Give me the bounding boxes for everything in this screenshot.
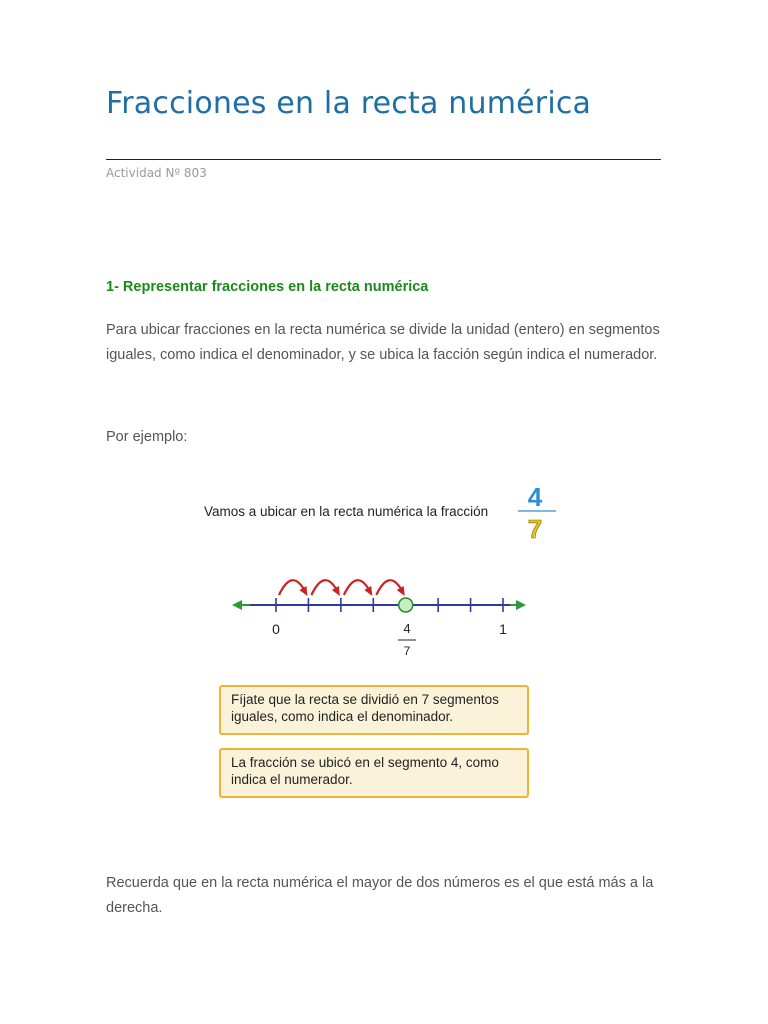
activity-number: Actividad Nº 803 (106, 166, 207, 180)
label-zero: 0 (272, 621, 280, 637)
callout-1-line-1: Fíjate que la recta se dividió en 7 segmentos (231, 692, 499, 707)
closing-paragraph (106, 871, 676, 921)
number-line (232, 580, 526, 612)
section-heading: 1- Representar fracciones en la recta numérica (106, 279, 429, 295)
page-title: Fracciones en la recta numérica (106, 86, 592, 121)
closing-line-2: derecha. (106, 900, 163, 916)
intro-line-2: iguales, como indica el denominador, y se ubica la facción según indica el numerador. (106, 347, 658, 363)
callout-2-line-2: indica el numerador. (231, 772, 353, 787)
title-divider (106, 159, 661, 160)
big-fraction-denominator: 7 (527, 514, 543, 544)
number-line-svg (190, 476, 580, 676)
hop-arc-4 (376, 580, 402, 595)
marked-fraction-numerator: 4 (403, 621, 411, 636)
label-one: 1 (499, 621, 507, 637)
figure-intro-text: Vamos a ubicar en la recta numérica la fracción (204, 504, 489, 519)
big-fraction-numerator: 4 (527, 482, 543, 512)
right-arrow-icon (516, 600, 526, 610)
intro-paragraph (106, 318, 676, 368)
closing-line-1: Recuerda que en la recta numérica el mayor de dos números es el que está más a la (106, 875, 654, 891)
hop-arc-2 (311, 580, 337, 595)
hop-arc-1 (279, 580, 305, 595)
example-label: Por ejemplo: (106, 429, 188, 445)
marked-fraction-denominator: 7 (403, 644, 411, 658)
callout-numerator (219, 748, 529, 798)
marked-point (399, 598, 413, 612)
callout-1-line-2: iguales, como indica el denominador. (231, 709, 454, 724)
callout-2-line-1: La fracción se ubicó en el segmento 4, como (231, 755, 499, 770)
hop-arc-3 (344, 580, 370, 595)
number-line-figure (190, 476, 580, 806)
left-arrow-icon (232, 600, 242, 610)
callout-denominator (219, 685, 529, 735)
intro-line-1: Para ubicar fracciones en la recta numérica se divide la unidad (entero) en segmentos (106, 322, 660, 338)
